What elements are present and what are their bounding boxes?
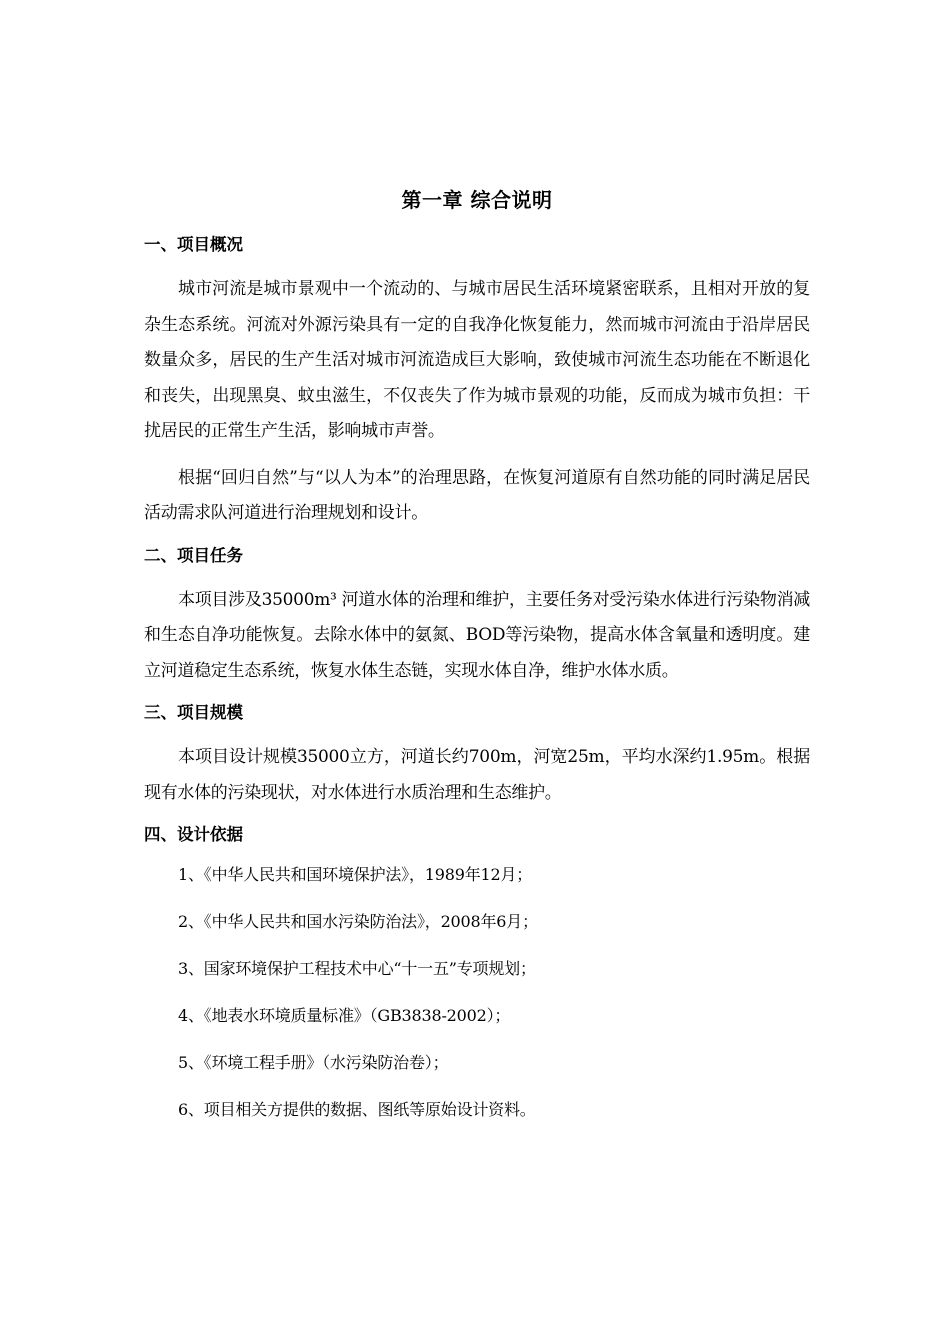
list-item: 3、国家环境保护工程技术中心“十一五”专项规划； [178,959,536,978]
list-item: 5、《环境工程手册》（水污染防治卷）； [178,1053,449,1072]
tasks-paragraph: 本项目涉及35000m³ 河道水体的治理和维护，主要任务对受污染水体进行污染物消减和生态自净功能恢复。去除水体中的氨氮、BOD等污染物，提高水体含氧量和透明度。建立河道稳定生态系统，恢复水体生态链，实现水体自净，维护水体水质。 [144,589,810,681]
scale-paragraph: 本项目设计规模35000立方，河道长约700m，河宽25m，平均水深约1.95m。根据现有水体的污染现状，对水体进行水质治理和生态维护。 [144,747,810,803]
design-basis-list [144,862,810,1123]
overview-paragraph-2: 根据“回归自然”与“以人为本”的治理思路，在恢复河道原有自然功能的同时满足居民活动需求队河道进行治理规划和设计。 [144,467,810,523]
section-heading-scale: 三、项目规模 [144,703,243,722]
section-heading-tasks: 二、项目任务 [144,545,243,565]
list-item: 2、《中华人民共和国水污染防治法》，2008年6月； [178,912,538,931]
list-item: 4、《地表水环境质量标准》（GB3838-2002）； [178,1006,511,1025]
chapter-title: 第一章 综合说明 [401,188,553,212]
section-heading-overview: 一、项目概况 [144,235,243,254]
document-page [144,182,810,1144]
list-item: 6、项目相关方提供的数据、图纸等原始设计资料。 [178,1100,536,1119]
section-heading-basis: 四、设计依据 [144,825,243,844]
overview-paragraph-1: 城市河流是城市景观中一个流动的、与城市居民生活环境紧密联系，且相对开放的复杂生态系统。河流对外源污染具有一定的自我净化恢复能力，然而城市河流由于沿岸居民数量众多，居民的生产生活对城市河流造成巨大影响，致使城市河流生态功能在不断退化和丧失，出现黑臭、蚊虫滋生，不仅丧失了作为城市景观的功能，反而成为城市负担：干扰居民的正常生产生活，影响城市声誉。 [144,279,810,441]
list-item: 1、《中华人民共和国环境保护法》，1989年12月； [178,865,533,884]
